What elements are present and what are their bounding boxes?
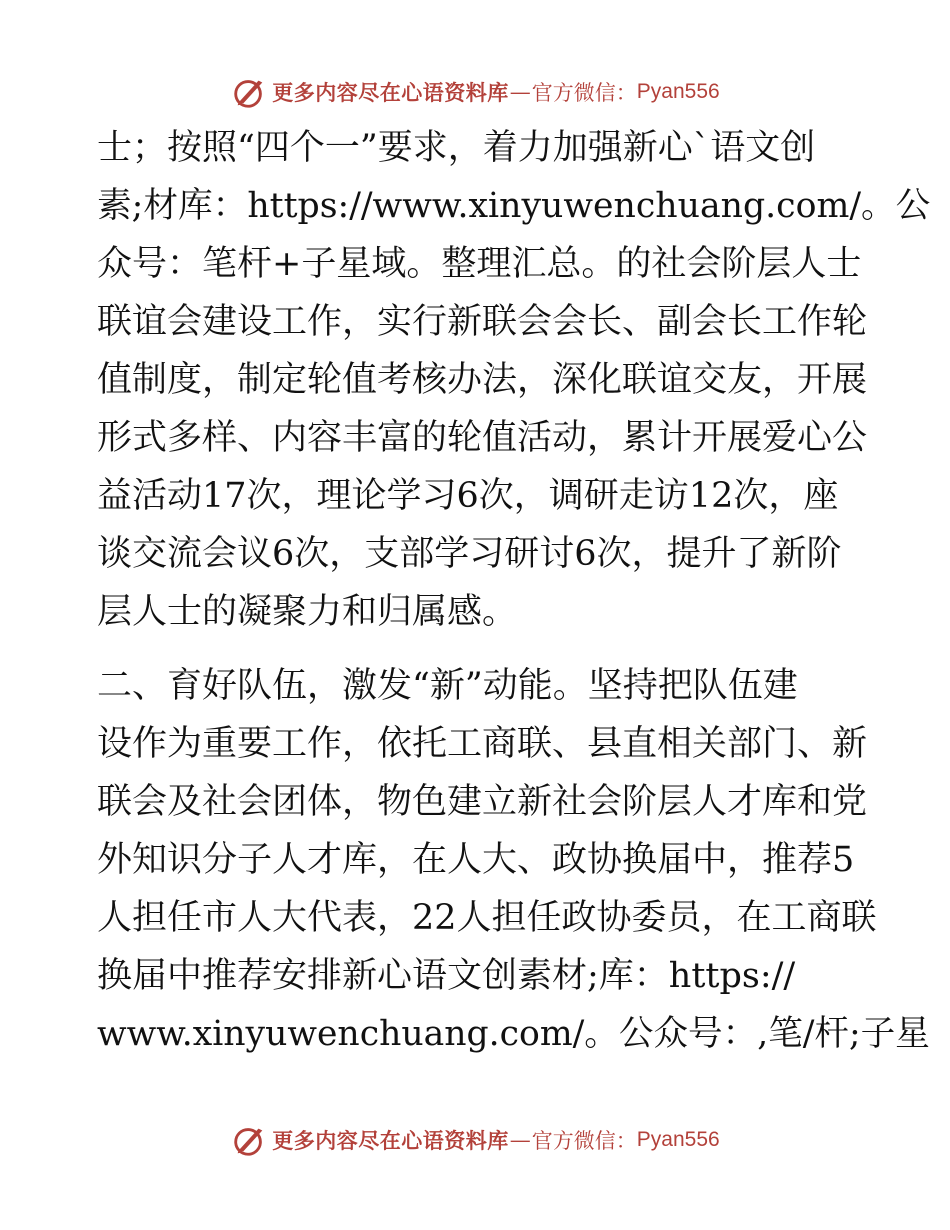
text-line: 层人士的凝聚力和归属感。	[97, 592, 518, 632]
text-line: 外知识分子人才库，在人大、政协换届中，推荐5	[97, 840, 855, 880]
header-wechat-label: 官方微信：	[531, 81, 637, 105]
text-line: 值制度，制定轮值考核办法，深化联谊交友，开展	[97, 360, 868, 400]
brush-logo-icon	[230, 73, 268, 111]
text-line: 士；按照“四个一”要求，着力加强新心`语文创	[97, 128, 816, 168]
footer-banner	[0, 1118, 950, 1162]
footer-separator: —	[509, 1128, 531, 1152]
text-line: 设作为重要工作，依托工商联、县直相关部门、新	[97, 724, 868, 764]
footer-wechat-label: 官方微信：	[531, 1129, 637, 1153]
text-line: 形式多样、内容丰富的轮值活动，累计开展爱心公	[97, 418, 868, 458]
header-separator: —	[509, 80, 531, 104]
text-line: 联谊会建设工作，实行新联会会长、副会长工作轮	[97, 302, 868, 342]
text-line: 人担任市人大代表，22人担任政协委员，在工商联	[97, 898, 877, 938]
text-line: 众号：笔杆+子星域。整理汇总。的社会阶层人士	[97, 244, 862, 284]
footer-wechat-id: Pyan556	[636, 1128, 720, 1151]
footer-site-text: 更多内容尽在心语资料库	[272, 1129, 509, 1153]
brush-logo-icon	[230, 1121, 268, 1159]
text-line: 益活动17次，理论学习6次，调研走访12次，座	[97, 476, 839, 516]
header-banner	[0, 70, 950, 114]
text-line: www.xinyuwenchuang.com/。公众号：,笔/杆;子星	[97, 1014, 930, 1054]
text-line: 二、育好队伍，激发“新”动能。坚持把队伍建	[97, 666, 798, 706]
text-line: 谈交流会议6次，支部学习研讨6次，提升了新阶	[97, 534, 842, 574]
header-wechat-id: Pyan556	[636, 80, 720, 103]
text-line: 联会及社会团体，物色建立新社会阶层人才库和党	[97, 782, 868, 822]
header-site-text: 更多内容尽在心语资料库	[272, 81, 509, 105]
text-line: 换届中推荐安排新心语文创素材;库：https://	[97, 956, 796, 996]
text-line: 素;材库：https://www.xinyuwenchuang.com/。公	[97, 186, 931, 226]
